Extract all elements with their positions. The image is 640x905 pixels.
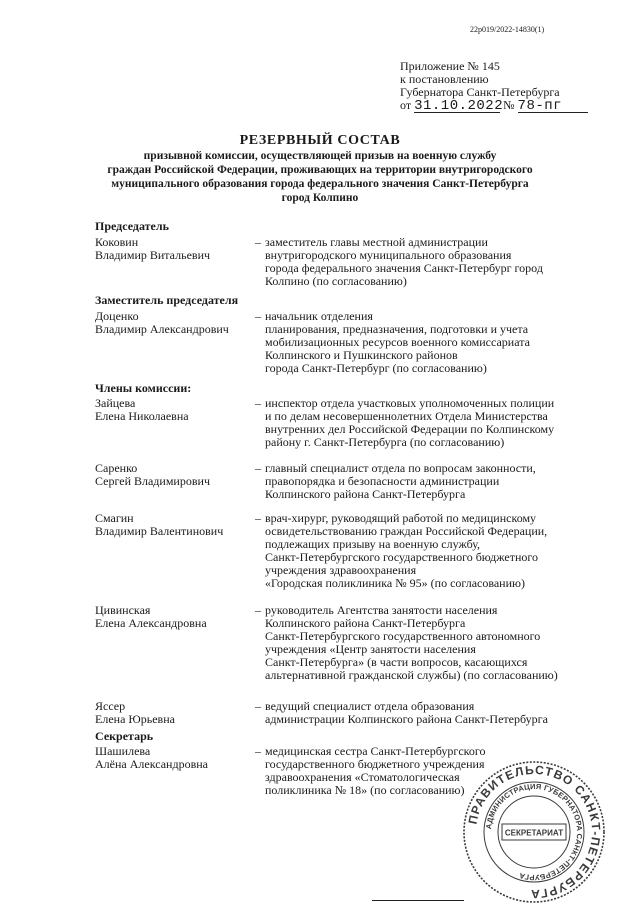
dash: –	[255, 235, 261, 249]
person-position: руководитель Агентства занятости населения Колпинского района Санкт-Петербурга Санкт-Петербургского государственного автономного учреждения «Центр занятости населения Санкт-Петербурга» (в части вопросов, касающихся альтернативной гражданской службы) (по согласованию)	[265, 603, 558, 682]
bottom-divider	[372, 900, 464, 901]
section-members: Члены комиссии:	[95, 381, 192, 395]
person-given-name: Елена Юрьевна	[95, 712, 175, 726]
section-deputy: Заместитель председателя	[95, 293, 239, 307]
section-chair: Председатель	[95, 219, 169, 233]
decree-date: 31.10.2022	[414, 98, 504, 114]
date-prefix: от	[400, 98, 412, 112]
seal-center-text: СЕКРЕТАРИАТ	[504, 828, 564, 838]
heading-line-3: муниципального образования города федерального значения Санкт-Петербурга	[111, 178, 529, 190]
person-surname: Саренко	[95, 461, 138, 475]
person-given-name: Владимир Александрович	[95, 322, 229, 336]
person-given-name: Елена Александровна	[95, 616, 207, 630]
person-surname: Цивинская	[95, 603, 151, 617]
appendix-date-line	[400, 99, 588, 113]
dash: –	[255, 396, 261, 410]
seal-inner-text: АДМИНИСТРАЦИЯ ГУБЕРНАТОРА САНКТ-ПЕТЕРБУРГА	[484, 781, 585, 883]
dash: –	[255, 309, 261, 323]
appendix-governor: Губернатора Санкт-Петербурга	[400, 85, 560, 99]
person-given-name: Сергей Владимирович	[95, 474, 210, 488]
document-heading	[0, 133, 640, 205]
person-surname: Смагин	[95, 511, 134, 525]
appendix-ref: к постановлению	[400, 72, 489, 86]
person-position: врач-хирург, руководящий работой по медицинскому освидетельствованию граждан Российской Федерации, подлежащих призыву на военную службу, Санкт-Петербургского государственного бюджетного учреждения здравоохранения «Городская поликлиника № 95» (по согласованию)	[265, 511, 548, 590]
person-position: начальник отделения планирования, предназначения, подготовки и учета мобилизационных ресурсов военного комиссариата Колпинского и Пушкинского районов города Санкт-Петербург (по согласованию)	[265, 309, 530, 375]
person-surname: Шашилева	[95, 744, 151, 758]
appendix-block	[400, 60, 588, 113]
person-surname: Зайцева	[95, 396, 136, 410]
person-position: медицинская сестра Санкт-Петербургского государственного бюджетного учреждения здравоохранения «Стоматологическая поликлиника № 18» (по согласованию)	[265, 744, 486, 797]
person-position: заместитель главы местной администрации внутригородского муниципального образования города федерального значения Санкт-Петербург город Колпино (по согласованию)	[265, 235, 543, 288]
heading-line-1: призывной комиссии, осуществляющей призыв на военную службу	[143, 150, 497, 162]
dash: –	[255, 699, 261, 713]
person-surname: Коковин	[95, 235, 139, 249]
dash: –	[255, 603, 261, 617]
person-given-name: Владимир Витальевич	[95, 248, 211, 262]
dash: –	[255, 744, 261, 758]
document-registration-number: 22р019/2022-14830(1)	[470, 25, 545, 34]
person-given-name: Елена Николаевна	[95, 409, 189, 423]
seal-outer-text: ПРАВИТЕЛЬСТВО САНКТ-ПЕТЕРБУРГА	[465, 762, 604, 902]
person-given-name: Владимир Валентинович	[95, 524, 224, 538]
official-seal-stamp	[462, 760, 606, 904]
heading-line-2: граждан Российской Федерации, проживающих на территории внутригородского	[107, 164, 533, 176]
person-position: главный специалист отдела по вопросам законности, правопорядка и безопасности администрации Колпинского района Санкт-Петербурга	[265, 461, 536, 501]
dash: –	[255, 461, 261, 475]
person-surname: Яссер	[95, 699, 126, 713]
number-prefix: №	[503, 98, 515, 112]
document-title: РЕЗЕРВНЫЙ СОСТАВ	[239, 133, 401, 148]
person-position: ведущий специалист отдела образования администрации Колпинского района Санкт-Петербурга	[265, 699, 548, 726]
person-surname: Доценко	[95, 309, 139, 323]
section-secretary: Секретарь	[95, 729, 154, 743]
decree-number: 78-пг	[518, 101, 588, 113]
appendix-number: Приложение № 145	[400, 59, 500, 73]
person-given-name: Алёна Александровна	[95, 757, 208, 771]
dash: –	[255, 511, 261, 525]
heading-line-4: город Колпино	[281, 192, 359, 204]
person-position: инспектор отдела участковых уполномоченных полиции и по делам несовершеннолетних Отдела Министерства внутренних дел Российской Федерации по Колпинскому району г. Санкт-Петербурга (по согласованию)	[265, 396, 555, 449]
